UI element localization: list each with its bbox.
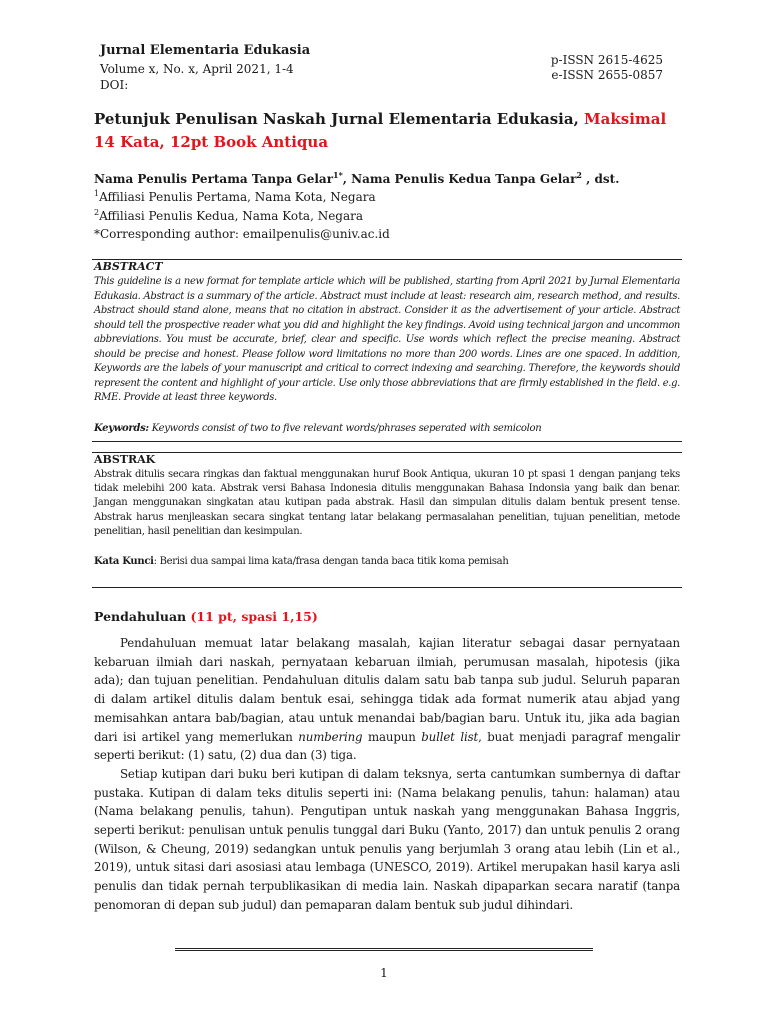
page-number: 1 <box>380 966 388 980</box>
divider <box>92 452 682 453</box>
section-heading <box>94 609 318 624</box>
footer-divider <box>175 948 593 951</box>
title-red-note: Maksimal 14 Kata, 12pt Book Antiqua <box>94 110 667 151</box>
corresponding-author: *Corresponding author: emailpenulis@univ.ac.id <box>94 227 390 241</box>
journal-volume: Volume x, No. x, April 2021, 1-4 <box>100 62 294 76</box>
divider <box>92 441 682 442</box>
affiliation-2 <box>94 208 363 223</box>
author-1-sup: 1* <box>333 170 343 180</box>
journal-name: Jurnal Elementaria Edukasia <box>100 43 311 58</box>
author-2: Nama Penulis Kedua Tanpa Gelar <box>351 172 577 186</box>
keywords-text: Keywords consist of two to five relevant words/phrases seperated with semicolon <box>148 423 542 434</box>
paragraph-1-text-3: , buat menjadi paragraf mengalir seperti berikut: (1) satu, (2) dua dan (3) tiga. <box>94 729 680 763</box>
divider <box>92 587 682 588</box>
e-issn: e-ISSN 2655-0857 <box>551 68 663 82</box>
p-issn: p-ISSN 2615-4625 <box>550 53 663 67</box>
author-sep: , <box>342 172 352 186</box>
paragraph-1 <box>94 634 680 765</box>
keywords-label: Keywords: <box>94 423 149 434</box>
affiliation-2-sup: 2 <box>94 208 100 217</box>
keywords-line <box>94 423 680 434</box>
affiliation-1-sup: 1 <box>94 189 100 198</box>
kata-kunci-label: Kata Kunci <box>94 556 154 567</box>
author-2-sup: 2 <box>576 170 582 180</box>
paragraph-1-text: Pendahuluan memuat latar belakang masalah, kajian literatur sebagai dasar pernyataan kebaruan ilmiah dari naskah, pernyataan kebaruan ilmiah, perumusan masalah, hipotesis (jika ada); dan tujuan penelitian. Pendahuluan ditulis dalam satu bab tanpa sub judul. Seluruh paparan di dalam artikel ditulis dalam bentuk esai, sehingga tidak ada format numerik atau abjad yang memisahkan antara bab/bagian, atau untuk menandai bab/bagian baru. Untuk itu, jika ada bagian dari isi artikel yang memerlukan <box>94 636 680 744</box>
abstrak-body: Abstrak ditulis secara ringkas dan faktual menggunakan huruf Book Antiqua, ukuran 10 pt spasi 1 dengan panjang teks tidak melebihi 200 kata. Abstrak versi Bahasa Indonesia ditulis menggunakan Bahasa Indonsia yang baik dan benar. Jangan menggunakan singkatan atau kutipan pada abstrak. Hasil dan simpulan ditulis dalam bentuk present tense. Abstrak harus menjleaskan secara singkat tentang latar belakang permasalahan penelitian, tujuan penelitian, metode penelitian, hasil penelitian dan kesimpulan. <box>94 469 680 537</box>
affiliation-1-text: Affiliasi Penulis Pertama, Nama Kota, Negara <box>99 190 376 204</box>
paragraph-1-italic-bullet: bullet list <box>421 729 479 744</box>
paragraph-1-text-2: maupun <box>362 729 422 744</box>
section-heading-main: Pendahuluan <box>94 609 191 624</box>
journal-doi: DOI: <box>100 78 129 92</box>
affiliation-1 <box>94 189 376 204</box>
authors-tail: , dst. <box>581 172 620 186</box>
kata-kunci-text: : Berisi dua sampai lima kata/frasa dengan tanda baca titik koma pemisah <box>153 556 509 567</box>
article-title <box>94 108 674 154</box>
abstrak-heading: ABSTRAK <box>94 453 156 466</box>
author-1: Nama Penulis Pertama Tanpa Gelar <box>94 172 334 186</box>
section-heading-note: (11 pt, spasi 1,15) <box>190 609 318 624</box>
authors-line <box>94 170 619 186</box>
abstract-heading: ABSTRACT <box>94 260 163 273</box>
paragraph-1-italic-numbering: numbering <box>298 729 363 744</box>
section-body <box>94 634 680 915</box>
kata-kunci-line <box>94 556 680 567</box>
abstract-body: This guideline is a new format for template article which will be published, starting from April 2021 by Jurnal Elementaria Edukasia. Abstract is a summary of the article. Abstract must include at least: research aim, research method, and results. Abstract should stand alone, means that no citation in abstract. Consider it as the advertisement of your article. Abstract should tell the prospective reader what you did and highlight the key findings. Avoid using technical jargon and uncommon abbreviations. You must be accurate, brief, clear and specific. Use words which reflect the precise meaning. Abstract should be precise and honest. Please follow word limitations no more than 200 words. Lines are one spaced. In addition, Keywords are the labels of your manuscript and critical to correct indexing and searching. Therefore, the keywords should represent the content and highlight of your article. Use only those abbreviations that are firmly established in the field. e.g. RME. Provide at least three keywords. <box>94 276 680 403</box>
title-main: Petunjuk Penulisan Naskah Jurnal Elementaria Edukasia, <box>94 110 585 128</box>
paragraph-2: Setiap kutipan dari buku beri kutipan di dalam teksnya, serta cantumkan sumbernya di daftar pustaka. Kutipan di dalam teks ditulis seperti ini: (Nama belakang penulis, tahun: halaman) atau (Nama belakang penulis, tahun). Pengutipan untuk naskah yang menggunakan Bahasa Inggris, seperti berikut: penulisan untuk penulis tunggal dari Buku (Yanto, 2017) dan untuk penulis 2 orang (Wilson, & Cheung, 2019) sedangkan untuk penulis yang berjumlah 3 orang atau lebih (Lin et al., 2019), untuk sitasi dari asosiasi atau lembaga (UNESCO, 2019). Artikel merupakan hasil karya asli penulis dan tidak pernah terpublikasikan di media lain. Naskah dipaparkan secara naratif (tanpa penomoran di depan sub judul) dan pemaparan dalam bentuk sub judul dihindari. <box>94 766 680 912</box>
divider <box>92 259 682 260</box>
affiliation-2-text: Affiliasi Penulis Kedua, Nama Kota, Negara <box>99 209 364 223</box>
